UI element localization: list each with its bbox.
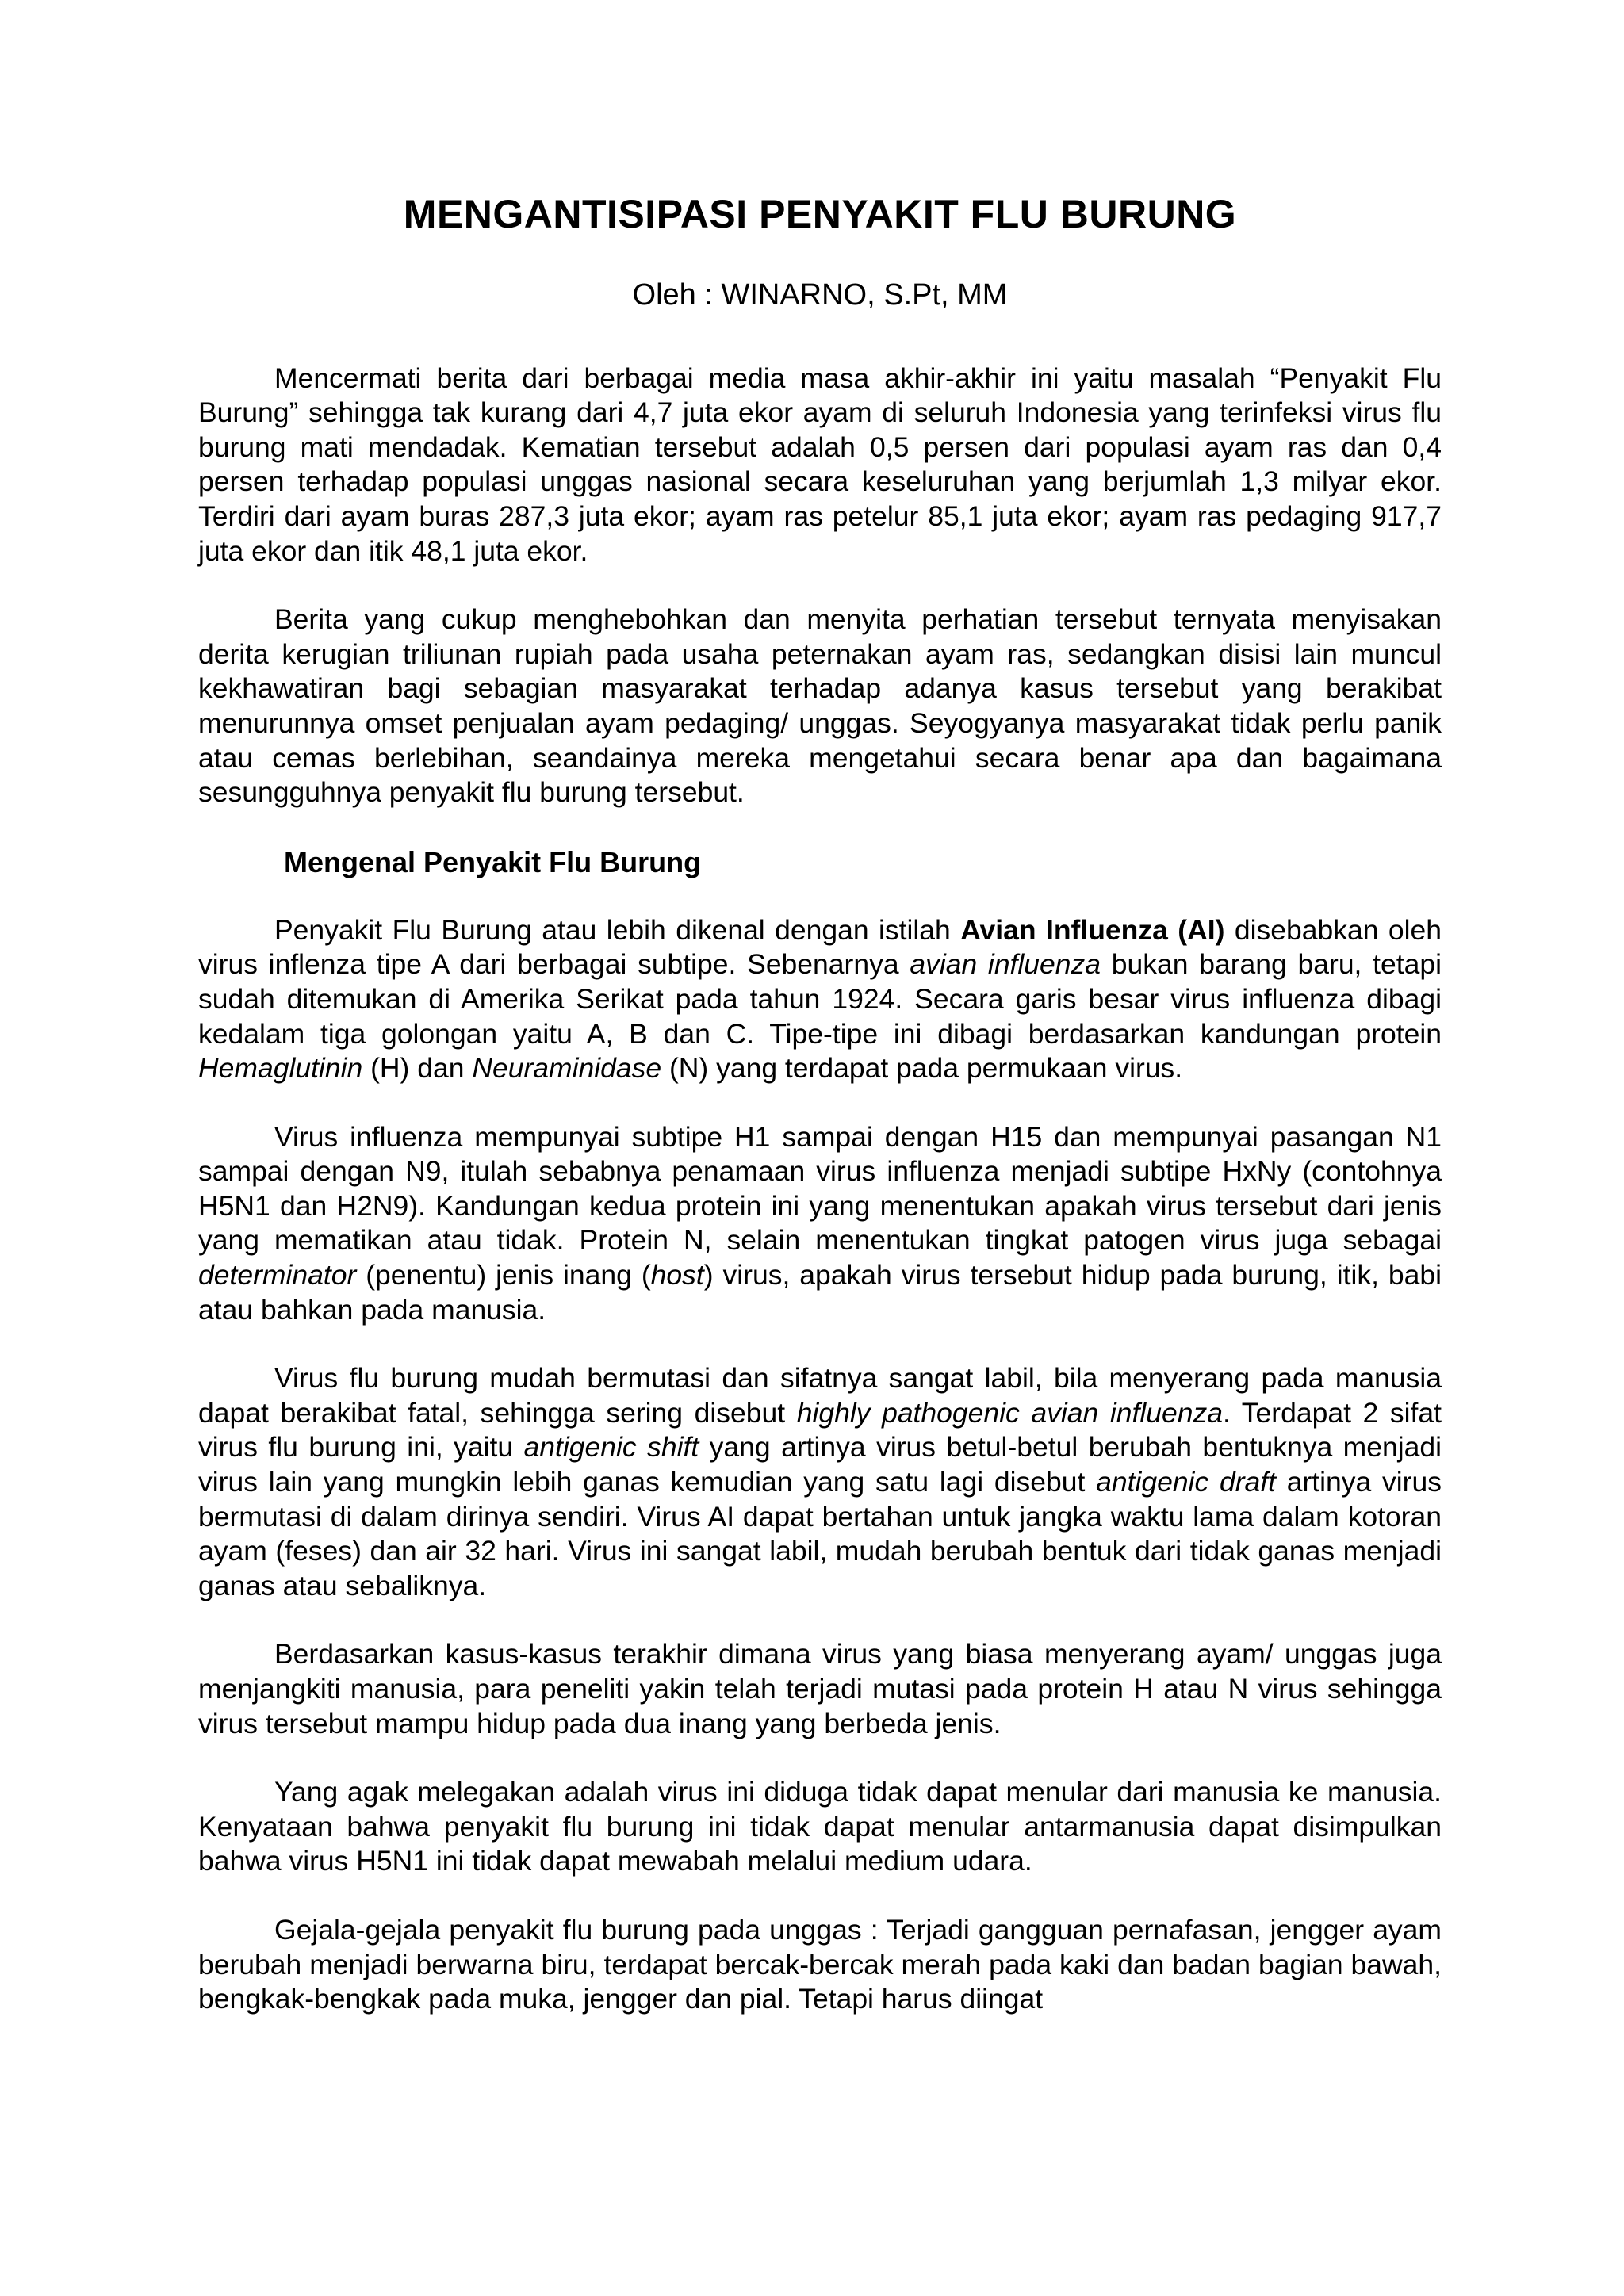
- bold-term: Avian Influenza (AI): [960, 913, 1225, 946]
- text-run: Penyakit Flu Burung atau lebih dikenal dengan istilah: [274, 913, 961, 946]
- paragraph-recent-cases: [198, 1637, 1442, 1741]
- text-run: Berdasarkan kasus-kasus terakhir dimana virus yang biasa menyerang ayam/ unggas juga menjangkiti manusia, para peneliti yakin telah terjadi mutasi pada protein H atau N virus sehingga virus tersebut mampu hidup pada dua inang yang berbeda jenis.: [198, 1638, 1442, 1739]
- italic-term: determinator: [198, 1259, 357, 1292]
- author-byline: Oleh : WINARNO, S.Pt, MM: [632, 278, 1008, 312]
- document-title: MENGANTISIPASI PENYAKIT FLU BURUNG: [403, 192, 1237, 236]
- text-run: Gejala-gejala penyakit flu burung pada unggas : Terjadi gangguan pernafasan, jengger ayam berubah menjadi berwarna biru, terdapat bercak-bercak merah pada kaki dan badan bagian bawah, bengkak-bengkak pada muka, jengger dan pial. Tetapi harus diingat: [198, 1913, 1442, 2015]
- text-run: artinya virus bermutasi di dalam dirinya sendiri. Virus AI dapat bertahan untuk jangka waktu lama dalam kotoran ayam (feses) dan air 32 hari. Virus ini sangat labil, mudah berubah bentuk dari tidak ganas menjadi ganas atau sebaliknya.: [198, 1466, 1442, 1601]
- italic-term: Neuraminidase: [472, 1052, 662, 1085]
- italic-term: avian influenza: [910, 948, 1101, 981]
- text-run: Virus influenza mempunyai subtipe H1 sampai dengan H15 dan mempunyai pasangan N1 sampai dengan N9, itulah sebabnya penamaan virus influenza menjadi subtipe HxNy (contohnya H5N1 dan H2N9). Kandungan kedua protein ini yang menentukan apakah virus tersebut dari jenis yang mematikan atau tidak. Protein N, selain menentukan tingkat patogen virus juga sebagai: [198, 1120, 1442, 1257]
- text-run: (H) dan: [362, 1052, 473, 1085]
- text-run: Virus flu burung mudah bermutasi dan sifatnya sangat labil, bila menyerang pada manusia dapat berakibat fatal, sehingga sering disebut: [198, 1362, 1442, 1429]
- text-run: Yang agak melegakan adalah virus ini diduga tidak dapat menular dari manusia ke manusia. Kenyataan bahwa penyakit flu burung ini tidak dapat menular antarmanusia dapat disimpulkan bahwa virus H5N1 ini tidak dapat mewabah melalui medium udara.: [198, 1776, 1442, 1877]
- paragraph-transmission: [198, 1775, 1442, 1879]
- paragraph-symptoms: [198, 1913, 1442, 2017]
- text-run: Berita yang cukup menghebohkan dan menyita perhatian tersebut ternyata menyisakan derita kerugian triliunan rupiah pada usaha peternakan ayam ras, sedangkan disisi lain muncul kekhawatiran bagi sebagian masyarakat terhadap adanya kasus tersebut yang berakibat menurunnya omset penjualan ayam pedaging/ unggas. Seyogyanya masyarakat tidak perlu panik atau cemas berlebihan, seandainya mereka mengetahui secara benar apa dan bagaimana sesungguhnya penyakit flu burung tersebut.: [198, 603, 1442, 809]
- paragraph-avian-influenza: [198, 913, 1442, 1086]
- text-run: disebabkan oleh virus inflenza tipe A dari berbagai subtipe. Sebenarnya: [198, 913, 1442, 981]
- text-run: (N) yang terdapat pada permukaan virus.: [661, 1052, 1183, 1085]
- italic-term: Hemaglutinin: [198, 1052, 363, 1085]
- paragraph-subtypes: [198, 1120, 1442, 1328]
- italic-term: host: [650, 1259, 704, 1292]
- italic-term: highly pathogenic avian influenza: [796, 1396, 1223, 1429]
- paragraph-news-impact: [198, 603, 1442, 810]
- text-run: bukan barang baru, tetapi sudah ditemukan di Amerika Serikat pada tahun 1924. Secara garis besar virus influenza dibagi kedalam tiga golongan yaitu A, B dan C. Tipe-tipe ini dibagi berdasarkan kandungan protein: [198, 948, 1442, 1050]
- paragraph-mutation: [198, 1361, 1442, 1603]
- text-run: (penentu) jenis inang (: [356, 1259, 651, 1292]
- text-run: yang artinya virus betul-betul berubah bentuknya menjadi virus lain yang mungkin lebih ganas kemudian yang satu lagi disebut: [198, 1431, 1442, 1498]
- italic-term: antigenic shift: [523, 1431, 699, 1464]
- paragraph-intro: [198, 362, 1442, 569]
- section-heading: Mengenal Penyakit Flu Burung: [284, 845, 702, 878]
- text-run: ) virus, apakah virus tersebut hidup pada burung, itik, babi atau bahkan pada manusia.: [198, 1259, 1442, 1326]
- text-run: Mencermati berita dari berbagai media masa akhir-akhir ini yaitu masalah “Penyakit Flu Burung” sehingga tak kurang dari 4,7 juta ekor ayam di seluruh Indonesia yang terinfeksi virus flu burung mati mendadak. Kematian tersebut adalah 0,5 persen dari populasi ayam ras dan 0,4 persen terhadap populasi unggas nasional secara keseluruhan yang berjumlah 1,3 milyar ekor. Terdiri dari ayam buras 287,3 juta ekor; ayam ras petelur 85,1 juta ekor; ayam ras pedaging 917,7 juta ekor dan itik 48,1 juta ekor.: [198, 362, 1442, 567]
- text-run: . Terdapat 2 sifat virus flu burung ini, yaitu: [198, 1396, 1442, 1464]
- italic-term: antigenic draft: [1096, 1466, 1276, 1498]
